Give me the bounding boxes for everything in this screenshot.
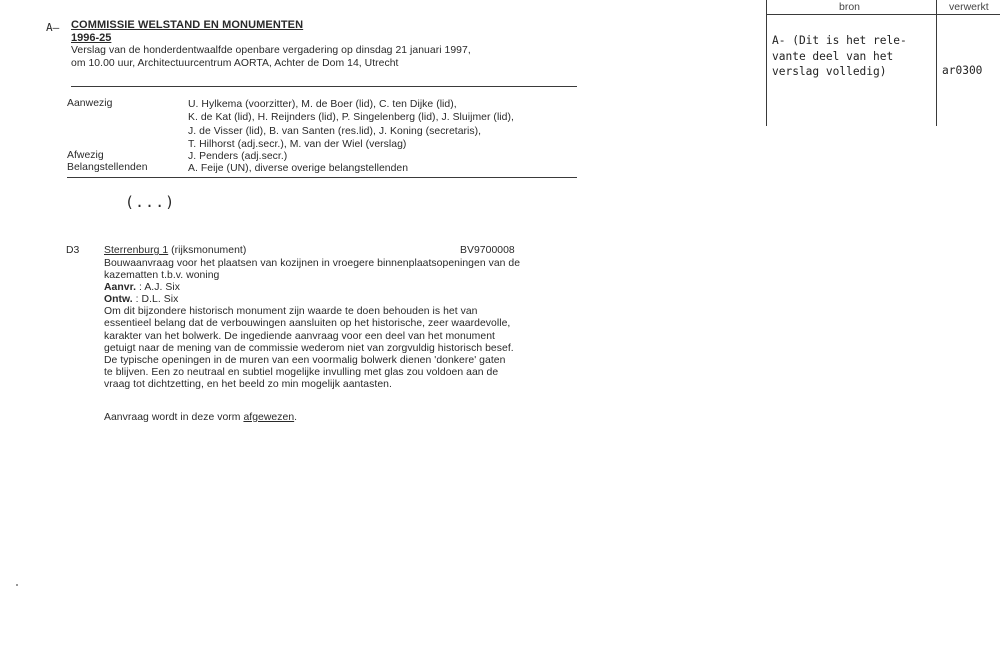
bron-line: vante deel van het	[772, 49, 894, 63]
designer-row	[104, 294, 520, 306]
committee-title: COMMISSIE WELSTAND EN MONUMENTEN	[71, 19, 304, 31]
item-body	[104, 258, 520, 391]
report-line: om 10.00 uur, Architectuurcentrum AORTA, Achter de Dom 14, Utrecht	[71, 58, 399, 69]
column-header-bron: bron	[839, 1, 861, 13]
side-table-border	[766, 0, 767, 126]
bron-line: A- (Dit is het rele-	[772, 34, 907, 47]
request-line: Bouwaanvraag voor het plaatsen van kozijnen in vroegere binnenplaatsopeningen van de	[104, 258, 521, 269]
absent-text: J. Penders (adj.secr.)	[188, 151, 288, 162]
present-line: T. Hilhorst (adj.secr.), M. van der Wiel (verslag)	[188, 138, 407, 150]
omission-marker: (...)	[125, 193, 176, 211]
present-line: J. de Visser (lid), B. van Santen (res.lid), J. Koning (secretaris),	[188, 125, 482, 137]
present-label: Aanwezig	[67, 98, 113, 109]
item-title: Sterrenburg 1	[104, 245, 169, 256]
bron-line: verslag volledig)	[772, 65, 887, 78]
report-description	[71, 44, 471, 70]
body-line: vraag tot dichtzetting, en het beeld zo min mogelijk aantasten.	[104, 378, 392, 390]
absent-label: Afwezig	[67, 150, 104, 161]
body-line: te blijven. Een zo neutraal en subtiel mogelijke invulling met glas zou voldoen aan de	[104, 366, 499, 378]
applicant-value: : A.J. Six	[139, 282, 180, 294]
side-table-rule	[766, 14, 1000, 15]
present-line: U. Hylkema (voorzitter), M. de Boer (lid), C. ten Dijke (lid),	[188, 99, 457, 110]
body-line: Om dit bijzondere historisch monument zijn waarde te doen behouden is het van	[104, 306, 478, 318]
applicant-row	[104, 282, 520, 294]
column-header-verwerkt: verwerkt	[949, 1, 989, 13]
bron-note	[772, 33, 907, 80]
present-line: K. de Kat (lid), H. Reijnders (lid), P. Singelenberg (lid), J. Sluijmer (lid),	[188, 112, 514, 124]
present-list	[188, 98, 514, 151]
applicant-label: Aanvr.	[104, 282, 137, 294]
meeting-number: 1996-25	[71, 32, 112, 44]
item-code: D3	[66, 245, 80, 256]
report-line: Verslag van de honderdentwaalfde openbare vergadering op dinsdag 21 januari 1997,	[71, 45, 471, 56]
body-line: getuigt naar de mening van de commissie wederom niet van zorgvuldig historisch besef.	[104, 342, 514, 354]
conclusion-suffix: .	[294, 412, 298, 423]
item-title-suffix: (rijksmonument)	[168, 245, 247, 256]
request-line: kazematten t.b.v. woning	[104, 270, 220, 282]
scan-speck	[16, 584, 18, 586]
divider	[67, 177, 577, 178]
body-line: De typische openingen in de muren van een voormalig bolwerk dienen 'donkere' gaten	[104, 354, 506, 366]
decision: afgewezen	[243, 412, 295, 423]
body-line: karakter van het bolwerk. De ingediende aanvraag voor een deel van het monument	[104, 330, 495, 342]
divider	[71, 86, 577, 87]
stakeholders-label: Belangstellenden	[67, 162, 148, 173]
item-id: BV9700008	[460, 245, 515, 256]
stakeholders-text: A. Feije (UN), diverse overige belangstellenden	[188, 163, 409, 174]
body-line: essentieel belang dat de verbouwingen aansluiten op het historische, zeer waardevolle,	[104, 318, 511, 330]
conclusion	[104, 412, 297, 423]
verwerkt-value: ar0300	[942, 64, 983, 77]
designer-value: : D.L. Six	[135, 294, 179, 306]
side-table-divider	[936, 0, 937, 126]
section-marker: A–	[46, 21, 60, 34]
conclusion-prefix: Aanvraag wordt in deze vorm	[104, 412, 244, 423]
designer-label: Ontw.	[104, 294, 133, 306]
item-heading	[104, 245, 246, 256]
